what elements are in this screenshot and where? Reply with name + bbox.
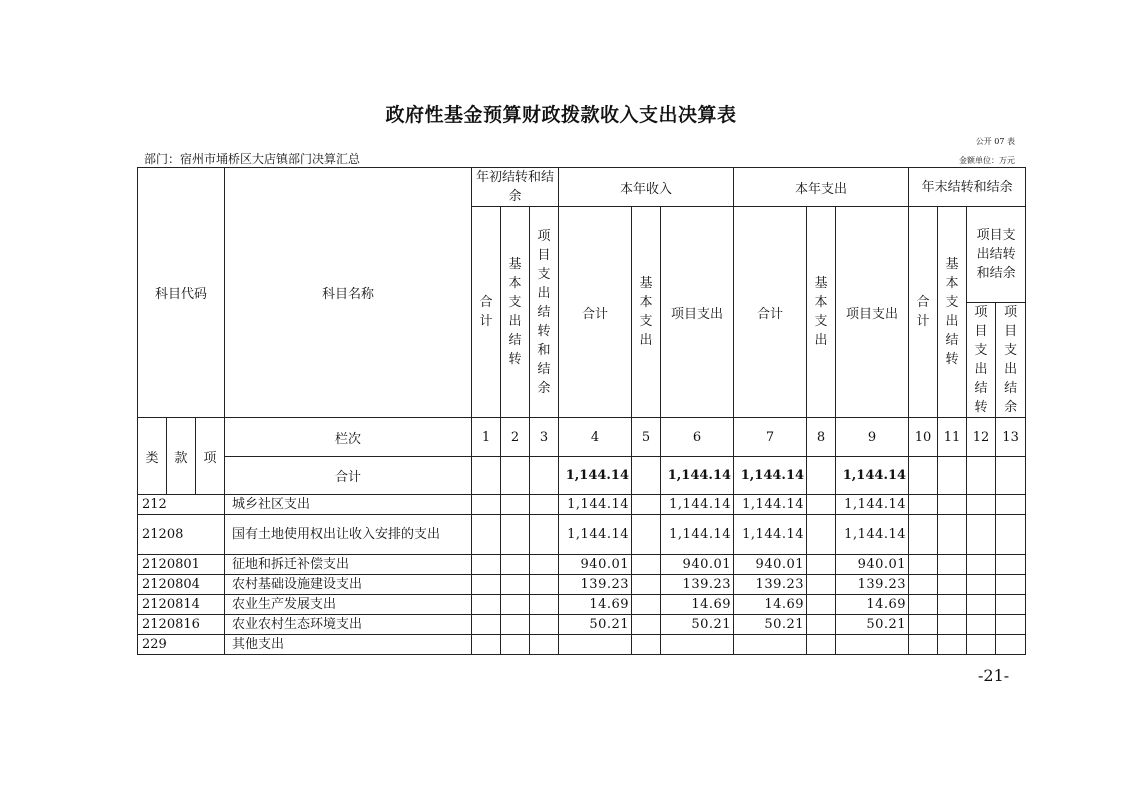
column-number: 12 xyxy=(967,418,996,457)
table-row xyxy=(138,615,1026,635)
subject-code-header: 科目代码 xyxy=(138,168,225,418)
empty-cell xyxy=(967,595,996,615)
empty-cell xyxy=(938,515,967,555)
expense-project-value: 50.21 xyxy=(836,615,909,635)
form-number: 公开 07 表 xyxy=(975,137,1015,146)
expense-project-value: 1,144.14 xyxy=(836,515,909,555)
empty-cell xyxy=(938,495,967,515)
expense-project-value: 14.69 xyxy=(836,595,909,615)
empty-cell xyxy=(807,635,836,655)
income-project-value: 1,144.14 xyxy=(661,495,734,515)
table-row xyxy=(138,495,1026,515)
income-project-value: 139.23 xyxy=(661,575,734,595)
subject-code: 212 xyxy=(138,495,225,515)
closing-project-surplus-header: 项目支出结余 xyxy=(996,303,1026,418)
empty-cell xyxy=(807,515,836,555)
empty-cell xyxy=(632,575,661,595)
income-total-value xyxy=(559,635,632,655)
empty-cell xyxy=(967,457,996,495)
annual-expense-header: 本年支出 xyxy=(734,168,909,207)
income-total-value: 940.01 xyxy=(559,555,632,575)
empty-cell xyxy=(501,575,530,595)
empty-cell xyxy=(632,515,661,555)
empty-cell xyxy=(996,555,1026,575)
empty-cell xyxy=(632,495,661,515)
expense-total-value: 50.21 xyxy=(734,615,807,635)
expense-project-value: 139.23 xyxy=(836,575,909,595)
opening-basic-header: 基本支出结转 xyxy=(501,207,530,418)
empty-cell xyxy=(472,555,501,575)
column-number: 9 xyxy=(836,418,909,457)
column-number-row xyxy=(138,418,1026,457)
empty-cell xyxy=(996,595,1026,615)
income-total-value: 50.21 xyxy=(559,615,632,635)
empty-cell xyxy=(938,555,967,575)
empty-cell xyxy=(530,595,559,615)
empty-cell xyxy=(909,515,938,555)
expense-total-value xyxy=(734,635,807,655)
empty-cell xyxy=(530,575,559,595)
table-row xyxy=(138,635,1026,655)
closing-basic-header: 基本支出结转 xyxy=(938,207,967,418)
empty-cell xyxy=(967,575,996,595)
subject-name: 城乡社区支出 xyxy=(225,495,472,515)
empty-cell xyxy=(530,495,559,515)
empty-cell xyxy=(996,495,1026,515)
income-total-value: 14.69 xyxy=(559,595,632,615)
empty-cell xyxy=(996,457,1026,495)
empty-cell xyxy=(938,457,967,495)
income-total-header: 合计 xyxy=(559,207,632,418)
expense-total-value: 940.01 xyxy=(734,555,807,575)
subject-code: 2120814 xyxy=(138,595,225,615)
empty-cell xyxy=(530,515,559,555)
opening-total-header: 合计 xyxy=(472,207,501,418)
empty-cell xyxy=(472,595,501,615)
subject-code: 2120816 xyxy=(138,615,225,635)
subject-code: 2120804 xyxy=(138,575,225,595)
closing-project-carry-header: 项目支出结转 xyxy=(967,303,996,418)
expense-total-value: 14.69 xyxy=(734,595,807,615)
expense-total-header: 合计 xyxy=(734,207,807,418)
empty-cell xyxy=(807,495,836,515)
table-row xyxy=(138,595,1026,615)
column-number: 11 xyxy=(938,418,967,457)
income-project-value: 50.21 xyxy=(661,615,734,635)
empty-cell xyxy=(472,575,501,595)
expense-project-value: 940.01 xyxy=(836,555,909,575)
subject-code: 229 xyxy=(138,635,225,655)
income-project-value: 14.69 xyxy=(661,595,734,615)
expense-total-value: 139.23 xyxy=(734,575,807,595)
empty-cell xyxy=(996,575,1026,595)
income-total-value: 139.23 xyxy=(559,575,632,595)
column-number: 10 xyxy=(909,418,938,457)
subject-name: 国有土地使用权出让收入安排的支出 xyxy=(225,515,472,555)
empty-cell xyxy=(807,457,836,495)
table-row xyxy=(138,515,1026,555)
closing-project-group-header: 项目支出结转和结余 xyxy=(967,207,1026,303)
empty-cell xyxy=(967,635,996,655)
empty-cell xyxy=(472,495,501,515)
empty-cell xyxy=(938,615,967,635)
expense-project-header: 项目支出 xyxy=(836,207,909,418)
opening-project-header: 项目支出结转和结余 xyxy=(530,207,559,418)
empty-cell xyxy=(807,595,836,615)
expense-total-value: 1,144.14 xyxy=(734,495,807,515)
empty-cell xyxy=(967,555,996,575)
income-project-value: 940.01 xyxy=(661,555,734,575)
subject-name: 农业生产发展支出 xyxy=(225,595,472,615)
subject-name: 农村基础设施建设支出 xyxy=(225,575,472,595)
empty-cell xyxy=(472,515,501,555)
table-row xyxy=(138,555,1026,575)
empty-cell xyxy=(909,555,938,575)
empty-cell xyxy=(996,615,1026,635)
empty-cell xyxy=(996,635,1026,655)
empty-cell xyxy=(501,595,530,615)
budget-table xyxy=(137,167,1026,655)
closing-total-header: 合计 xyxy=(909,207,938,418)
empty-cell xyxy=(501,635,530,655)
total-label: 合计 xyxy=(225,457,472,495)
column-number: 3 xyxy=(530,418,559,457)
page-title: 政府性基金预算财政拨款收入支出决算表 xyxy=(385,104,737,126)
empty-cell xyxy=(909,575,938,595)
opening-balance-header: 年初结转和结余 xyxy=(472,168,559,207)
total-income-project: 1,144.14 xyxy=(661,457,734,495)
expense-total-value: 1,144.14 xyxy=(734,515,807,555)
column-number: 2 xyxy=(501,418,530,457)
empty-cell xyxy=(501,495,530,515)
subject-code: 2120801 xyxy=(138,555,225,575)
annual-income-header: 本年收入 xyxy=(559,168,734,207)
empty-cell xyxy=(807,615,836,635)
amount-unit: 金额单位：万元 xyxy=(959,156,1015,165)
empty-cell xyxy=(501,555,530,575)
subject-name-header: 科目名称 xyxy=(225,168,472,418)
empty-cell xyxy=(472,457,501,495)
empty-cell xyxy=(909,495,938,515)
page-number: -21- xyxy=(978,666,1010,685)
subject-name: 农业农村生态环境支出 xyxy=(225,615,472,635)
empty-cell xyxy=(530,457,559,495)
subject-name: 征地和拆迁补偿支出 xyxy=(225,555,472,575)
column-number: 6 xyxy=(661,418,734,457)
expense-project-value: 1,144.14 xyxy=(836,495,909,515)
table-row xyxy=(138,575,1026,595)
column-number: 4 xyxy=(559,418,632,457)
closing-balance-header: 年末结转和结余 xyxy=(909,168,1026,207)
empty-cell xyxy=(501,457,530,495)
empty-cell xyxy=(530,555,559,575)
empty-cell xyxy=(530,635,559,655)
subject-name: 其他支出 xyxy=(225,635,472,655)
empty-cell xyxy=(632,555,661,575)
xiang-header: 项 xyxy=(196,418,225,495)
empty-cell xyxy=(967,515,996,555)
empty-cell xyxy=(530,615,559,635)
empty-cell xyxy=(938,595,967,615)
header-row-1 xyxy=(138,168,1026,207)
empty-cell xyxy=(632,457,661,495)
column-number: 8 xyxy=(807,418,836,457)
lei-header: 类 xyxy=(138,418,167,495)
empty-cell xyxy=(632,595,661,615)
total-income-total: 1,144.14 xyxy=(559,457,632,495)
total-expense-project: 1,144.14 xyxy=(836,457,909,495)
column-number: 13 xyxy=(996,418,1026,457)
empty-cell xyxy=(909,635,938,655)
empty-cell xyxy=(632,635,661,655)
empty-cell xyxy=(501,515,530,555)
income-project-value: 1,144.14 xyxy=(661,515,734,555)
income-total-value: 1,144.14 xyxy=(559,515,632,555)
income-project-header: 项目支出 xyxy=(661,207,734,418)
total-expense-total: 1,144.14 xyxy=(734,457,807,495)
empty-cell xyxy=(909,595,938,615)
empty-cell xyxy=(472,635,501,655)
empty-cell xyxy=(501,615,530,635)
empty-cell xyxy=(938,575,967,595)
expense-project-value xyxy=(836,635,909,655)
empty-cell xyxy=(967,615,996,635)
expense-basic-header: 基本支出 xyxy=(807,207,836,418)
empty-cell xyxy=(807,555,836,575)
empty-cell xyxy=(909,457,938,495)
empty-cell xyxy=(967,495,996,515)
empty-cell xyxy=(632,615,661,635)
column-number: 5 xyxy=(632,418,661,457)
empty-cell xyxy=(996,515,1026,555)
total-row xyxy=(138,457,1026,495)
empty-cell xyxy=(909,615,938,635)
empty-cell xyxy=(472,615,501,635)
kuan-header: 款 xyxy=(167,418,196,495)
income-project-value xyxy=(661,635,734,655)
column-number: 1 xyxy=(472,418,501,457)
empty-cell xyxy=(807,575,836,595)
department-label: 部门：宿州市埇桥区大店镇部门决算汇总 xyxy=(144,152,361,166)
column-number: 7 xyxy=(734,418,807,457)
income-total-value: 1,144.14 xyxy=(559,495,632,515)
lanci-label: 栏次 xyxy=(225,418,472,457)
income-basic-header: 基本支出 xyxy=(632,207,661,418)
subject-code: 21208 xyxy=(138,515,225,555)
empty-cell xyxy=(938,635,967,655)
